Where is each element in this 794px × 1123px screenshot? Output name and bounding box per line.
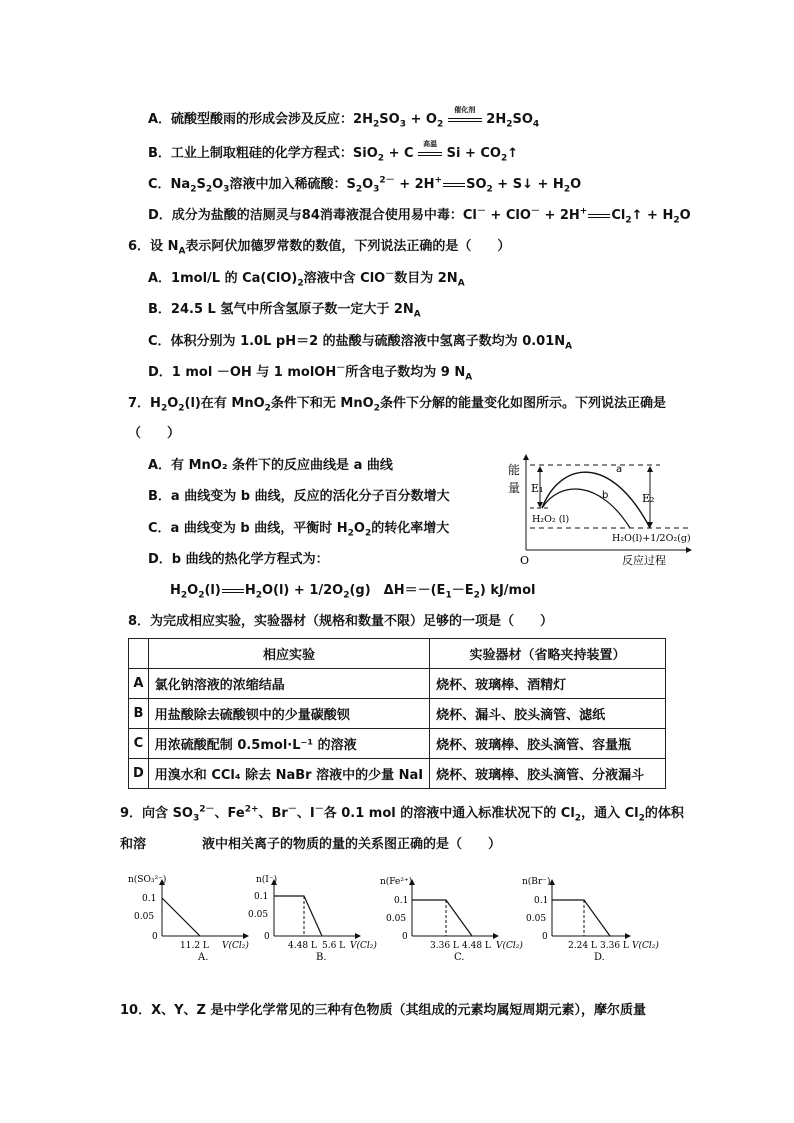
reactant-label: H₂O₂ (l) — [532, 514, 570, 525]
graph-d-tick-0.1: 0.1 — [534, 896, 549, 906]
table-row — [129, 669, 666, 699]
q7-stem-cont: （ ） — [128, 426, 181, 441]
table-header-cell: 相应实验 — [148, 639, 429, 669]
product-label: H₂O(l)+1/2O₂(g) — [612, 533, 691, 544]
graph-c — [378, 870, 528, 962]
graph-a-tick-0: 0 — [152, 932, 158, 942]
graph-b-xlabel: V(Cl₂) — [350, 941, 377, 951]
q5-option-a: A．硫酸型酸雨的形成会涉及反应：$2H_2SO_3 + O_2$ 催化剂 $2H_2SO_4$ — [148, 106, 540, 130]
graph-d-line — [552, 900, 610, 936]
graph-d-xlabel: V(Cl₂) — [632, 941, 659, 951]
table-header-row — [129, 639, 666, 669]
graph-a-caption: A. — [198, 952, 209, 962]
table-cell: C — [129, 729, 149, 759]
q9-stem: 9．向含 $SO_3^{2-}$、$Fe^{2+}$、Br－、I－各 0.1 mol 的溶液中通入标准状况下的 $Cl_2$，通入 $Cl_2$的体积 — [120, 804, 684, 824]
q7-option-a: A．有 MnO₂ 条件下的反应曲线是 a 曲线 — [148, 458, 393, 473]
q6-option-a: A．1mol/L 的 $Ca(ClO)_2$溶液中含 ClO－数目为 $2N_A$ — [148, 269, 465, 289]
y-label-2: 量 — [508, 481, 521, 495]
table-cell: 用溴水和 CCl₄ 除去 NaBr 溶液中的少量 NaI — [148, 759, 429, 789]
graph-c-xlabel: V(Cl₂) — [496, 941, 523, 951]
table-header-cell — [129, 639, 149, 669]
graph-d-xtick-1: 2.24 L — [568, 941, 597, 951]
q7-option-b: B．a 曲线变为 b 曲线，反应的活化分子百分数增大 — [148, 489, 450, 504]
graph-d — [520, 870, 670, 962]
graph-d-xtick-2: 3.36 L — [600, 941, 629, 951]
e2-label: E₂ — [642, 492, 655, 505]
graph-b-tick-0: 0 — [264, 932, 270, 942]
experiment-table — [128, 638, 666, 789]
x-axis-label: 反应过程 — [622, 554, 666, 567]
graph-b-xtick-2: 5.6 L — [322, 941, 346, 951]
graph-b-tick-0.1: 0.1 — [254, 892, 269, 902]
q7-stem: 7．$H_2O_2(l)$在有 MnO$_2$条件下和无 MnO$_2$条件下分解的能量变化如图所示。下列说法正确是 — [128, 396, 666, 414]
graph-a-tick-0.05: 0.05 — [134, 912, 155, 922]
graph-c-tick-0.1: 0.1 — [394, 896, 409, 906]
q9-stem-cont-a: 和溶 — [120, 837, 147, 852]
graph-b-ylabel: n(I⁻) — [256, 875, 278, 885]
graph-c-ylabel: n(Fe²⁺) — [380, 877, 413, 887]
table-row — [129, 729, 666, 759]
q6-stem: 6．设 $N_A$表示阿伏加德罗常数的数值，下列说法正确的是（ ） — [128, 239, 511, 257]
table-cell: D — [129, 759, 149, 789]
table-cell: 烧杯、漏斗、胶头滴管、滤纸 — [430, 699, 666, 729]
energy-diagram — [500, 452, 700, 570]
table-cell: 氯化钠溶液的浓缩结晶 — [148, 669, 429, 699]
graph-a — [118, 870, 258, 962]
q10-stem: 10．X、Y、Z 是中学化学常见的三种有色物质（其组成的元素均属短周期元素），摩尔质量 — [120, 1003, 646, 1018]
graph-b — [246, 870, 386, 962]
q7-option-c: C．a 曲线变为 b 曲线，平衡时 $H_2O_2$的转化率增大 — [148, 521, 450, 539]
q5-option-d: D．成分为盐酸的洁厕灵与84消毒液混合使用易中毒：Cl－ + ClO－ + 2H+ $Cl_2↑ + H_2O$ — [148, 206, 691, 226]
curve-b-label: b — [602, 490, 609, 501]
graph-a-xlabel: V(Cl₂) — [222, 941, 249, 951]
graph-b-caption: B. — [316, 952, 327, 962]
graph-c-xtick-2: 4.48 L — [462, 941, 491, 951]
graph-a-xtick: 11.2 L — [180, 941, 209, 951]
table-header-cell: 实验器材（省略夹持装置） — [430, 639, 666, 669]
table-cell: 烧杯、玻璃棒、胶头滴管、容量瓶 — [430, 729, 666, 759]
table-row — [129, 699, 666, 729]
graph-d-ylabel: n(Br⁻) — [522, 877, 551, 887]
q8-stem: 8．为完成相应实验，实验器材（规格和数量不限）足够的一项是（ ） — [128, 614, 554, 629]
graph-c-line — [412, 900, 472, 936]
graph-a-tick-0.1: 0.1 — [142, 894, 157, 904]
y-label-1: 能 — [508, 463, 521, 477]
table-cell: 烧杯、玻璃棒、胶头滴管、分液漏斗 — [430, 759, 666, 789]
graph-a-line — [162, 898, 200, 936]
graph-b-tick-0.05: 0.05 — [248, 910, 269, 920]
graph-c-xtick-1: 3.36 L — [430, 941, 459, 951]
q9-stem-cont-b: 液中相关离子的物质的量的关系图正确的是（ ） — [202, 837, 502, 852]
table-cell: 烧杯、玻璃棒、酒精灯 — [430, 669, 666, 699]
q7-equation: $H_2O_2(l) H_2O(l) + 1/2O_2(g)$ $\Delta H=-(E_1-E_2)$ kJ/mol — [170, 583, 536, 601]
q5-option-b: B．工业上制取粗硅的化学方程式：SiO$_2$ + C 高温 $Si + CO_2↑$ — [148, 140, 519, 164]
graph-b-xtick-1: 4.48 L — [288, 941, 317, 951]
origin-label: O — [520, 554, 530, 567]
e1-label: E₁ — [531, 482, 544, 495]
table-cell: B — [129, 699, 149, 729]
q6-option-b: B．24.5 L 氢气中所含氢原子数一定大于 $2N_A$ — [148, 302, 421, 320]
curve-a-label: a — [616, 464, 623, 475]
q6-option-c: C．体积分别为 1.0L pH＝2 的盐酸与硫酸溶液中氢离子数均为 $0.01N_A$ — [148, 334, 573, 352]
high-temp-arrow: 高温 — [418, 146, 442, 162]
graph-c-tick-0: 0 — [402, 932, 408, 942]
table-cell: 用浓硫酸配制 0.5mol·L⁻¹ 的溶液 — [148, 729, 429, 759]
graph-a-ylabel: n(SO₃²⁻) — [128, 875, 167, 885]
graph-d-tick-0.05: 0.05 — [526, 914, 547, 924]
q5-option-c: C．$Na_2S_2O_3$溶液中加入稀硫酸：$S_2O_3^{2-} + 2H^+$ $SO_2$ + S↓ + $H_2O$ — [148, 175, 582, 195]
graph-d-tick-0: 0 — [542, 932, 548, 942]
table-cell: 用盐酸除去硫酸钡中的少量碳酸钡 — [148, 699, 429, 729]
q7-option-d: D．b 曲线的热化学方程式为： — [148, 552, 329, 567]
graph-d-caption: D. — [594, 952, 605, 962]
graph-c-tick-0.05: 0.05 — [386, 914, 407, 924]
graph-b-line — [274, 896, 322, 936]
graph-c-caption: C. — [454, 952, 465, 962]
table-cell: A — [129, 669, 149, 699]
catalyst-arrow: 催化剂 — [448, 112, 482, 128]
q6-option-d: D．1 mol －OH 与 1 molOH－所含电子数均为 9 $N_A$ — [148, 363, 473, 383]
table-row — [129, 759, 666, 789]
